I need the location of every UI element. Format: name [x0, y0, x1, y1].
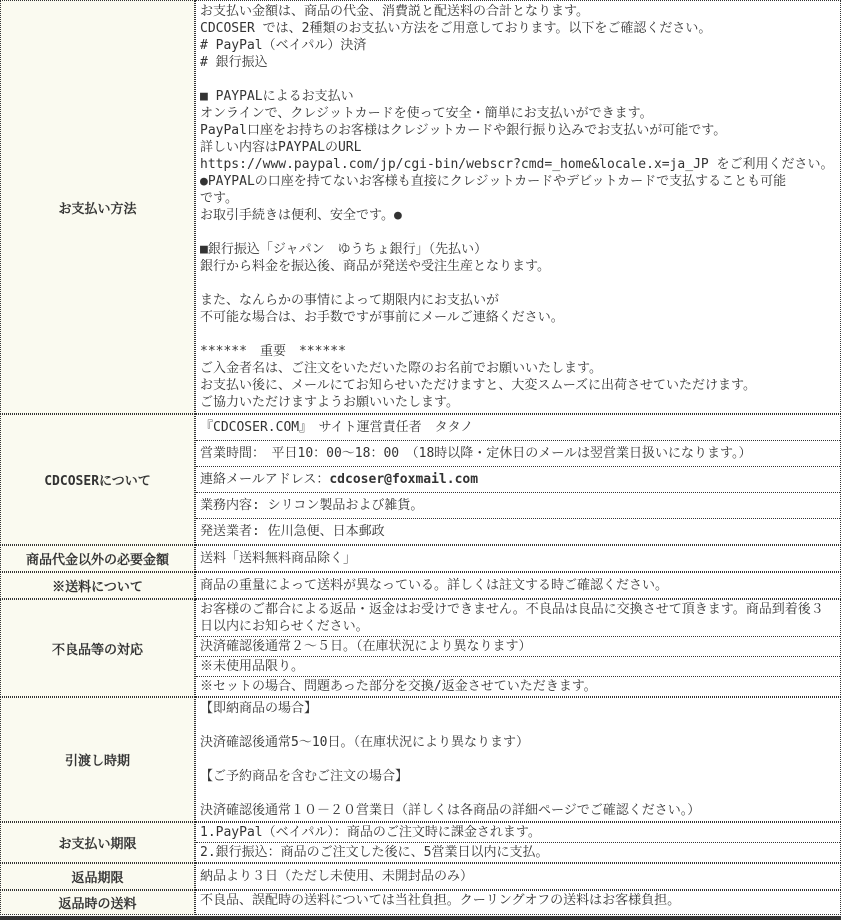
text-line: また、なんらかの事情によって期限内にお支払いが	[200, 293, 500, 308]
row-content-return-deadline	[195, 863, 841, 890]
text-line: 決済確認後通常5～10日。（在庫状況により異なります）	[200, 735, 529, 750]
text-line	[200, 717, 836, 734]
row-header-payment-method: お支払い方法	[0, 0, 195, 414]
table-row-payment-deadline	[0, 822, 841, 863]
text-line	[200, 326, 836, 343]
row-content-cdcoser-info	[195, 414, 841, 545]
text-line: 不良品、誤配時の送料については当社負担。クーリングオフの送料はお客様負担。	[200, 893, 681, 908]
row-content-payment-method	[195, 0, 841, 414]
text-line: ■銀行振込「ジャパン ゆうちょ銀行」（先払い）	[200, 242, 488, 257]
text-line: ●PAYPALの口座を持てないお客様も直接にクレジットカードやデビットカードで支払することも可能	[200, 174, 787, 189]
text-line: 銀行から料金を振込後、商品が発送や受注生産となります。	[200, 259, 550, 274]
cell-extra-fees-0	[196, 546, 840, 571]
text-line: 『CDCOSER.COM』 サイト運営責任者 タタノ	[200, 420, 474, 435]
row-content-shipping-note	[195, 572, 841, 599]
text-line: お支払い金額は、商品の代金、消費説と配送料の合計となります。	[200, 4, 589, 19]
text-line: CDCOSER では、2種類のお支払い方法をご用意しております。以下をご確認ください。	[200, 21, 712, 36]
text-line	[200, 275, 836, 292]
contact-email: cdcoser@foxmail.com	[329, 472, 479, 487]
text-line: 営業時間： 平日10：00～18：00 （18時以降・定休日のメールは翌営業日扱いになります。）	[200, 446, 752, 461]
text-line: お取引手続きは便利、安全です。●	[200, 208, 402, 223]
cell-defective-items-2	[196, 656, 840, 676]
table-row-shipping-note	[0, 572, 841, 599]
paypal-url-text: https://www.paypal.com/jp/cgi-bin/webscr?cmd=_home&locale.x=ja_JP をご利用ください。	[200, 157, 834, 172]
bottom-bar	[0, 916, 841, 920]
table-row-delivery-time	[0, 697, 841, 822]
text-line: ※セットの場合、問題あった部分を交換/返金させていただきます。	[200, 679, 597, 694]
text-line	[200, 71, 836, 88]
cell-defective-items-3	[196, 676, 840, 696]
text-line: 送料「送料無料商品除く」	[200, 551, 357, 566]
text-line	[200, 751, 836, 768]
text-line	[200, 785, 836, 802]
cell-cdcoser-info-2	[196, 466, 840, 492]
text-line	[200, 471, 836, 488]
cell-cdcoser-info-3	[196, 492, 840, 518]
row-content-delivery-time	[195, 697, 841, 822]
table-row-return-shipping	[0, 890, 841, 915]
text-line: 不可能な場合は、お手数ですが事前にメールご連絡ください。	[200, 310, 564, 325]
cell-defective-items-0	[196, 600, 840, 636]
cell-cdcoser-info-0	[196, 415, 840, 440]
cell-cdcoser-info-4	[196, 518, 840, 544]
cell-defective-items-1	[196, 636, 840, 656]
text-line: 決済確認後通常２～５日。（在庫状況により異なります）	[200, 639, 532, 654]
row-content-defective-items	[195, 599, 841, 697]
row-header-delivery-time: 引渡し時期	[0, 697, 195, 822]
text-line: お支払い後に、メールにてお知らせいただけますと、大変スムーズに出荷させていただけます。	[200, 378, 757, 393]
row-header-defective-items: 不良品等の対応	[0, 599, 195, 697]
text-line: PayPal口座をお持ちのお客様はクレジットカードや銀行振り込みでお支払いが可能です。	[200, 123, 727, 138]
table-row-payment-method	[0, 0, 841, 414]
row-header-payment-deadline: お支払い期限	[0, 822, 195, 863]
table-row-cdcoser-info	[0, 414, 841, 545]
text-line: 納品より３日（ただし未使用、未開封品のみ）	[200, 869, 474, 884]
cell-payment-deadline-1	[196, 842, 840, 862]
table-row-extra-fees	[0, 545, 841, 572]
cell-return-shipping-0	[196, 891, 840, 910]
text-line: # PayPal（ベイパル）決済	[200, 38, 367, 53]
text-line: # 銀行振込	[200, 55, 268, 70]
contact-email-label: 連絡メールアドレス：	[200, 472, 330, 487]
text-line: 2.銀行振込：商品のご注文した後に、5営業日以内に支払。	[200, 845, 549, 860]
text-line: 詳しい内容はPAYPALのURL	[200, 140, 362, 155]
table-row-return-deadline	[0, 863, 841, 890]
text-line: オンラインで、クレジットカードを使って安全・簡単にお支払いができます。	[200, 106, 653, 121]
row-content-extra-fees	[195, 545, 841, 572]
row-header-shipping-note: ※送料について	[0, 572, 195, 599]
text-line: 【ご予約商品を含むご注文の場合】	[200, 769, 409, 784]
cell-shipping-note-0	[196, 573, 840, 598]
text-line: 【即納商品の場合】	[200, 701, 318, 716]
text-line: ****** 重要 ******	[200, 344, 346, 359]
row-header-extra-fees: 商品代金以外の必要金額	[0, 545, 195, 572]
text-line: 発送業者: 佐川急便、日本郵政	[200, 524, 385, 539]
text-line: です。	[200, 191, 238, 206]
row-content-payment-deadline	[195, 822, 841, 863]
cell-payment-deadline-0	[196, 823, 840, 842]
text-line: ※未使用品限り。	[200, 659, 305, 674]
row-header-return-shipping: 返品時の送料	[0, 890, 195, 915]
cell-payment-method-0	[196, 1, 840, 413]
cell-delivery-time-0	[196, 698, 840, 821]
text-line: ご入金者名は、ご注文をいただいた際のお名前でお願いいたします。	[200, 361, 602, 376]
table-row-defective-items	[0, 599, 841, 697]
text-line: 業務内容: シリコン製品および雑貨。	[200, 498, 424, 513]
text-line: 1.PayPal（ベイパル）：商品のご注文時に課金されます。	[200, 825, 541, 840]
text-line	[200, 224, 836, 241]
text-line: お客様のご都合による返品・返金はお受けできません。不良品は良品に交換させて頂きます。商品到着後３日以内にお知らせください。	[200, 602, 824, 634]
text-line: 商品の重量によって送料が異なっている。詳しくは註文する時ご確認ください。	[200, 578, 669, 593]
text-line: 決済確認後通常１０－２０営業日（詳しくは各商品の詳細ページでご確認ください。）	[200, 803, 701, 818]
text-line: ご協力いただけますようお願いいたします。	[200, 395, 459, 410]
row-header-cdcoser-info: CDCOSERについて	[0, 414, 195, 545]
row-content-return-shipping	[195, 890, 841, 915]
row-header-return-deadline: 返品期限	[0, 863, 195, 890]
cell-cdcoser-info-1	[196, 440, 840, 466]
text-line: ■ PAYPALによるお支払い	[200, 89, 354, 104]
